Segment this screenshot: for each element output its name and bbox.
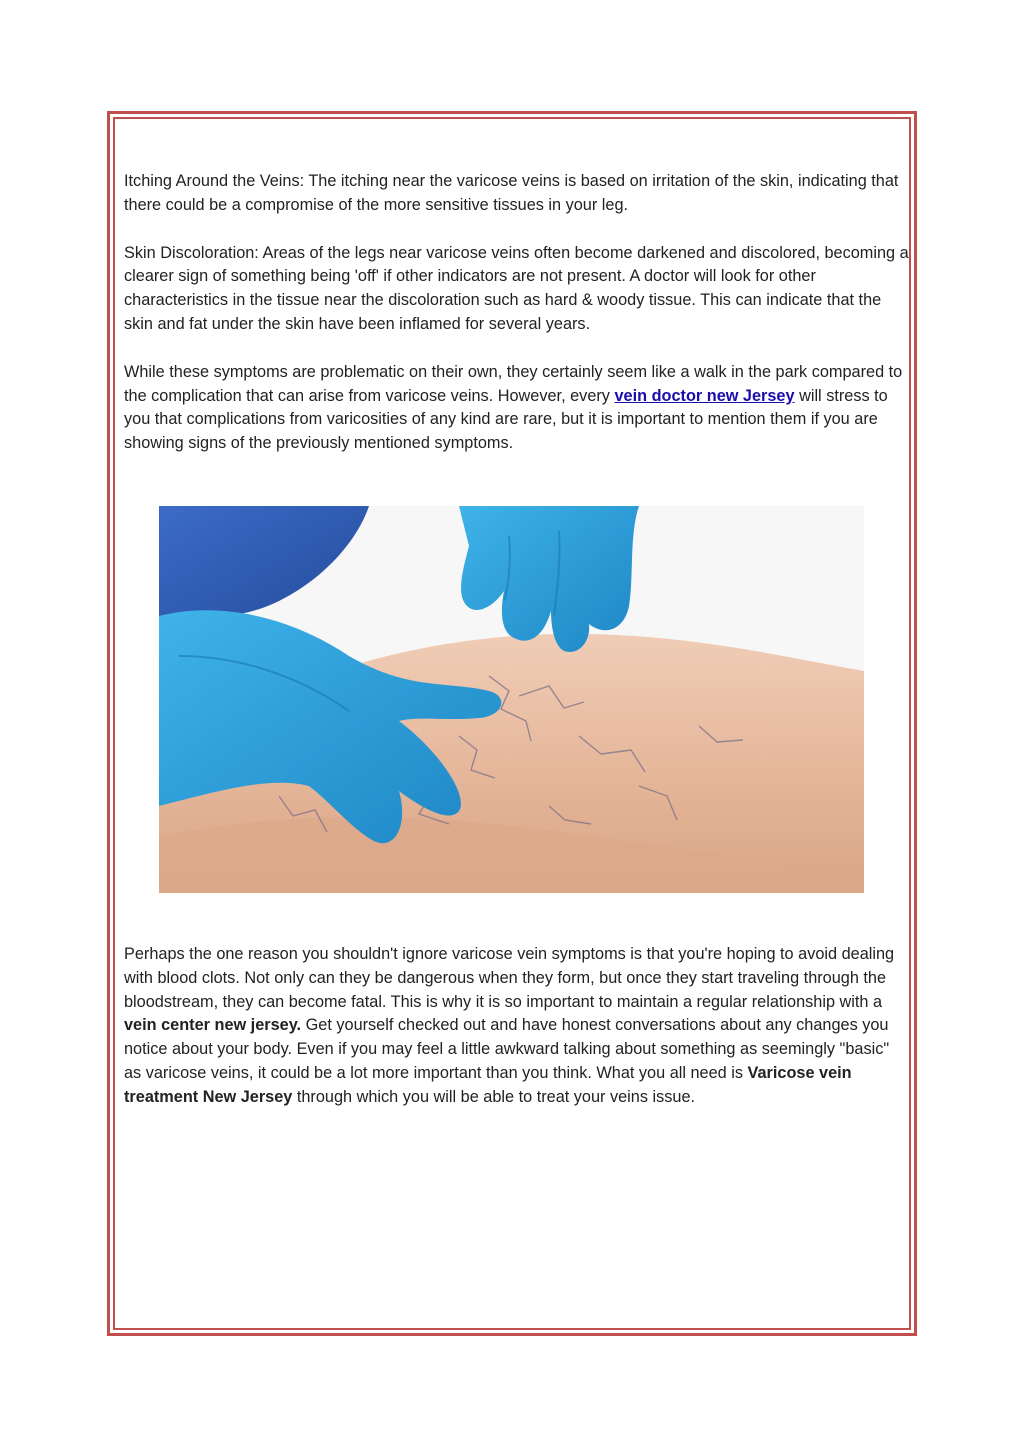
paragraph-text: While these symptoms are problematic on their own, they certainly seem like a walk in the park compared to the complication that can arise from varicose veins. However, every <box>124 362 903 405</box>
treatment-bold: Varicose vein treatment New Jersey <box>124 1063 852 1106</box>
vein-center-bold: vein center new jersey. <box>124 1016 302 1035</box>
photo-illustration <box>159 506 864 893</box>
paragraph-discoloration: Skin Discoloration: Areas of the legs near varicose veins often become darkened and discolored, becoming a clearer sign of something being 'off' if other indicators are not present. A doctor will look for other characteristics in the tissue near the discoloration such as hard & woody tissue. This can indicate that the skin and fat under the skin have been inflamed for several years. <box>124 243 909 333</box>
paragraph-text: through which you will be able to treat your veins issue. <box>292 1087 696 1106</box>
paragraph-text: Get yourself checked out and have honest conversations about any changes you notice about your body. Even if you may feel a little awkward talking about something as seemingly "basic" as varicose veins, it could be a lot more important than you think. What you all need is <box>124 1016 890 1082</box>
paragraph-walk-in-park <box>124 361 914 456</box>
leg-examination-photo <box>159 506 864 893</box>
paragraph-itching: Itching Around the Veins: The itching near the varicose veins is based on irritation of the skin, indicating that there could be a compromise of the more sensitive tissues in your leg. <box>124 172 899 214</box>
article-body-top <box>124 170 914 480</box>
paragraph-text: will stress to you that complications from varicosities of any kind are rare, but it is important to mention them if you are showing signs of the previously mentioned symptoms. <box>124 386 888 453</box>
paragraph-text: Perhaps the one reason you shouldn't ignore varicose vein symptoms is that you're hoping to avoid dealing with blood clots. Not only can they be dangerous when they form, but once they start traveling through the bloodstream, they can become fatal. This is why it is so important to maintain a regular relationship with a <box>124 945 895 1011</box>
vein-doctor-link[interactable]: vein doctor new Jersey <box>614 386 795 405</box>
paragraph-blood-clots <box>124 943 904 1110</box>
